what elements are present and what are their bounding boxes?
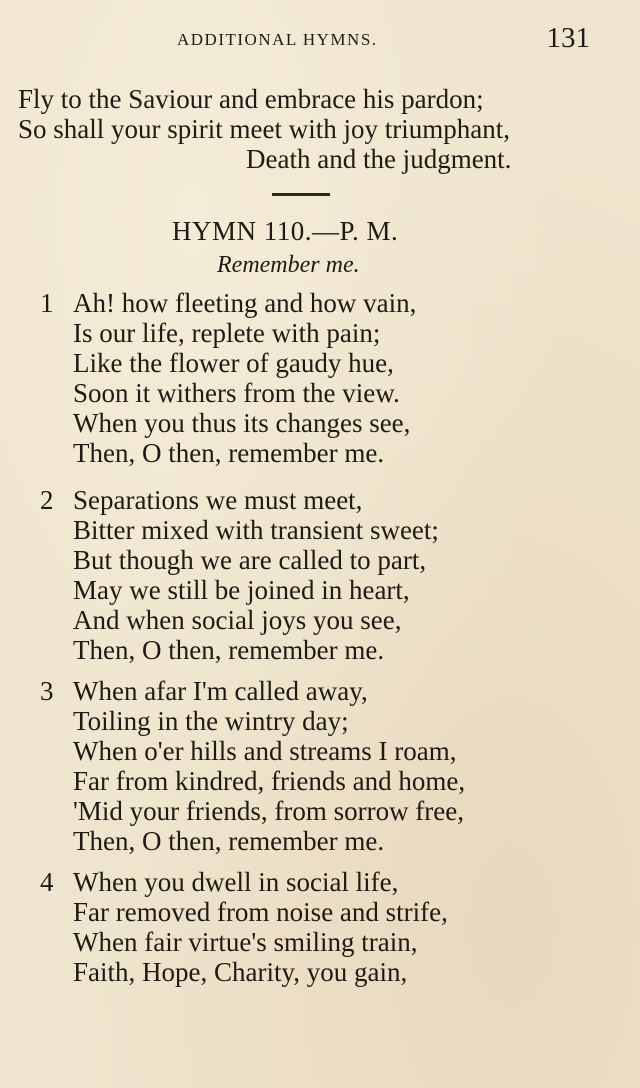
verse-line: Soon it withers from the view. <box>73 378 400 408</box>
verse-line: 'Mid your friends, from sorrow free, <box>73 796 465 826</box>
verse-line: Is our life, replete with pain; <box>73 318 381 348</box>
hymn-title: HYMN 110.—P. M. <box>172 216 399 246</box>
verse-line: When you thus its changes see, <box>73 408 411 438</box>
stanza-number: 1 <box>40 288 54 318</box>
verse-line: When o'er hills and streams I roam, <box>73 736 457 766</box>
stanza-verse <box>73 867 448 987</box>
verse-line: May we still be joined in heart, <box>73 575 410 605</box>
stanza-number: 3 <box>40 676 54 706</box>
verse-line: When afar I'm called away, <box>73 676 368 706</box>
previous-hymn-line: Fly to the Saviour and embrace his pardon; <box>18 84 484 114</box>
stanza-verse <box>73 485 439 665</box>
verse-line: Far removed from noise and strife, <box>73 897 448 927</box>
verse-line: Faith, Hope, Charity, you gain, <box>73 957 408 987</box>
page-number: 131 <box>546 22 590 54</box>
verse-line: Bitter mixed with transient sweet; <box>73 515 439 545</box>
verse-line: Separations we must meet, <box>73 485 363 515</box>
verse-line: Toiling in the wintry day; <box>73 706 349 736</box>
stanza-number: 2 <box>40 485 54 515</box>
stanza-verse <box>73 288 416 468</box>
section-divider <box>272 193 330 196</box>
previous-hymn-line: So shall your spirit meet with joy triumphant, <box>18 114 510 144</box>
verse-line: When you dwell in social life, <box>73 867 399 897</box>
verse-line: And when social joys you see, <box>73 605 402 635</box>
verse-line: Ah! how fleeting and how vain, <box>73 288 417 318</box>
verse-line: But though we are called to part, <box>73 545 427 575</box>
verse-line: Then, O then, remember me. <box>73 826 385 856</box>
hymn-subtitle: Remember me. <box>217 252 360 278</box>
verse-line: Like the flower of gaudy hue, <box>73 348 394 378</box>
verse-line: When fair virtue's smiling train, <box>73 927 418 957</box>
previous-hymn-line: Death and the judgment. <box>246 144 512 174</box>
stanza-number: 4 <box>40 867 54 897</box>
verse-line: Then, O then, remember me. <box>73 438 385 468</box>
running-head: ADDITIONAL HYMNS. <box>177 30 378 49</box>
verse-line: Then, O then, remember me. <box>73 635 385 665</box>
verse-line: Far from kindred, friends and home, <box>73 766 466 796</box>
stanza-verse <box>73 676 465 856</box>
